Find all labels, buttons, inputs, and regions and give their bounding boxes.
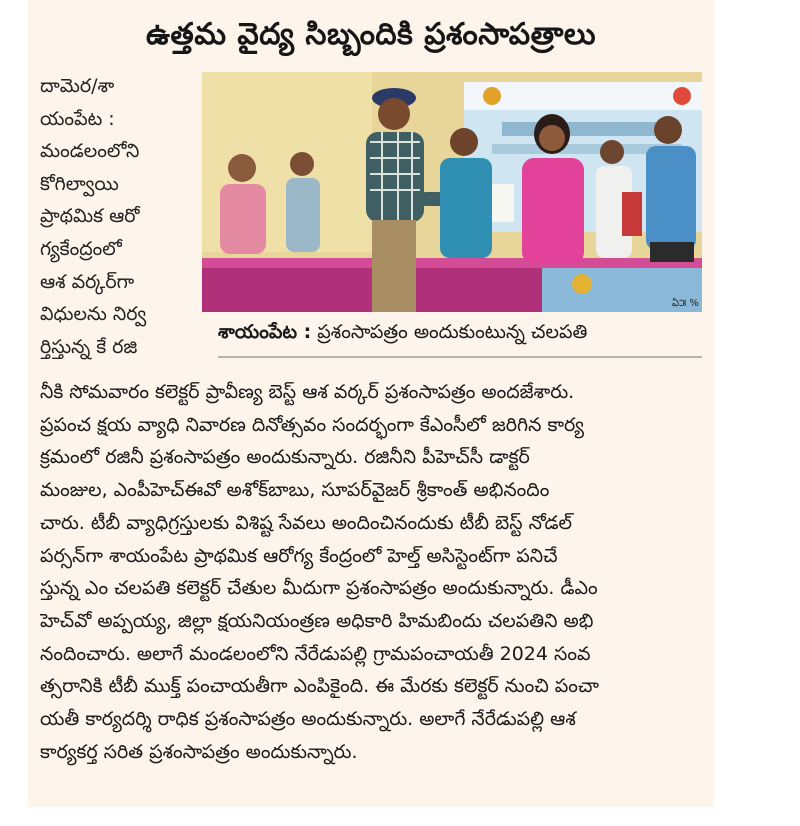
intro-line: ప్రాథమిక ఆరో bbox=[40, 205, 140, 228]
intro-line: విధులను నిర్వ bbox=[40, 303, 147, 326]
intro-line: మండలంలోని bbox=[40, 140, 140, 163]
article-body bbox=[40, 376, 708, 768]
body-line: మంజుల, ఎంపీహెచ్‌ఈవో అశోక్‌బాబు, సూపర్‌వైజర్ శ్రీకాంత్ అభినందిం bbox=[40, 479, 550, 502]
caption-text: ప్రశంసాపత్రం అందుకుంటున్న చలపతి bbox=[317, 321, 588, 343]
news-photo bbox=[202, 72, 702, 312]
body-line: హెచ్‌వో అప్పయ్య, జిల్లా క్షయనియంత్రణ అధికారి హిమబిందు చలపతిని అభి bbox=[40, 609, 594, 632]
body-line: నీకి సోమవారం కలెక్టర్ ప్రావీణ్య బెస్ట్ ఆశ వర్కర్ ప్రశంసాపత్రం అందజేశారు. bbox=[40, 381, 575, 403]
body-line: క్రమంలో రజినీ ప్రశంసాపత్రం అందుకున్నారు. రజినీని పీహెచ్‌సీ డాక్టర్ bbox=[40, 446, 530, 469]
headline: ఉత్తమ వైద్య సిబ్బందికి ప్రశంసాపత్రాలు bbox=[145, 17, 597, 52]
intro-column bbox=[40, 70, 205, 363]
next-article-headline-fragment bbox=[198, 786, 558, 826]
award-ceremony-photo bbox=[202, 72, 702, 312]
newspaper-clipping bbox=[28, 0, 714, 807]
body-line: స్తున్న ఎం చలపతి కలెక్టర్ చేతుల మీదుగా ప్రశంసాపత్రం అందుకున్నారు. డీఎం bbox=[40, 577, 598, 600]
intro-line: యంపేట : bbox=[40, 107, 115, 130]
photo-caption bbox=[218, 318, 698, 346]
svg-text:ఏ౫ %: ఏ౫ % bbox=[672, 298, 699, 309]
page-margin bbox=[0, 0, 28, 807]
body-line: చారు. టీబీ వ్యాధిగ్రస్తులకు విశిష్ట సేవలు అందించినందుకు టీబీ బెస్ట్ నోడల్ bbox=[40, 511, 572, 534]
body-line: ప్రపంచ క్షయ వ్యాధి నివారణ దినోత్సవం సందర్భంగా కేఎంసీలో జరిగిన కార్య bbox=[40, 413, 584, 436]
body-line: నందించారు. అలాగే మండలంలోని నేరేడుపల్లి గ్రామపంచాయతీ 2024 సంవ bbox=[40, 642, 591, 665]
caption-place: శాయంపేట : bbox=[218, 321, 312, 343]
intro-line: కోగిల్వాయి bbox=[40, 172, 119, 195]
body-line: యతీ కార్యదర్శి రాధిక ప్రశంసాపత్రం అందుకున్నారు. అలాగే నేరేడుపల్లి ఆశ bbox=[40, 708, 576, 731]
body-line: కార్యకర్త సరిత ప్రశంసాపత్రం అందుకున్నారు. bbox=[40, 740, 358, 763]
intro-line: ఆశ వర్కర్‌గా bbox=[40, 270, 135, 293]
body-line: త్సరానికి టీబీ ముక్త్ పంచాయతీగా ఎంపికైంది. ఈ మేరకు కలెక్టర్ నుంచి పంచా bbox=[40, 675, 599, 698]
caption-divider bbox=[218, 356, 702, 358]
intro-line: ర్తిస్తున్న కే రజి bbox=[40, 335, 138, 358]
intro-line: గ్యకేంద్రంలో bbox=[40, 237, 122, 260]
intro-line: దామెర/శా bbox=[40, 75, 115, 97]
body-line: పర్సన్‌గా శాయంపేట ప్రాథమిక ఆరోగ్య కేంద్రంలో హెల్త్ అసిస్టెంట్‌గా పనిచే bbox=[40, 544, 558, 567]
